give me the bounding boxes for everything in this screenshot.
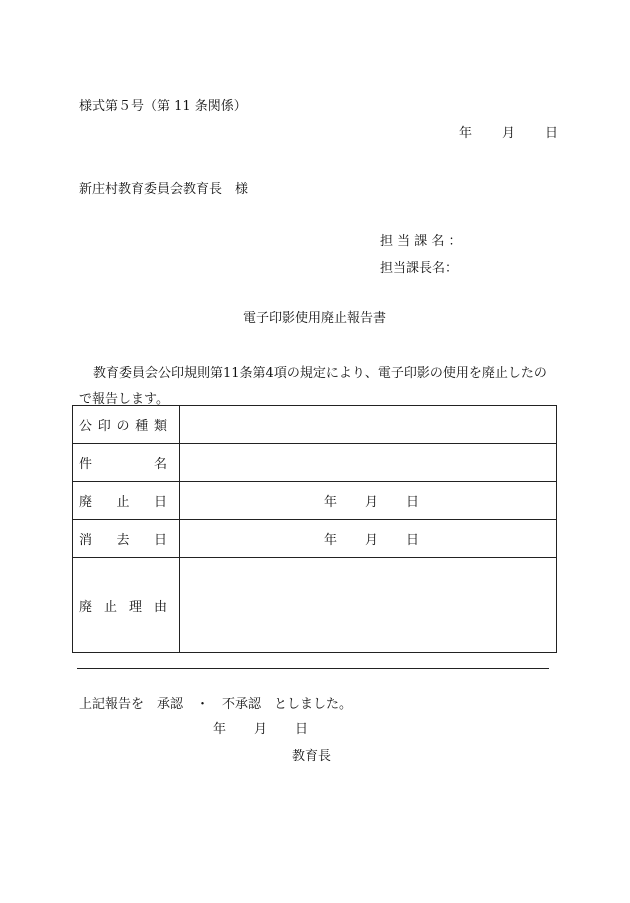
reason-char: 由 — [153, 599, 167, 615]
label-reason — [73, 558, 180, 653]
addressee: 新庄村教育委員会教育長 様 — [79, 182, 249, 197]
abolition-date-char: 日 — [153, 495, 167, 510]
header-date-year: 年 — [459, 126, 473, 141]
value-seal-type[interactable] — [180, 406, 557, 444]
header-date-month: 月 — [502, 126, 516, 141]
report-table — [72, 405, 557, 653]
form-number: 様式第５号（第 11 条関係） — [79, 99, 247, 114]
value-abolition-date[interactable] — [180, 482, 557, 520]
row-seal-type — [73, 406, 557, 444]
item-name-char: 名 — [153, 457, 167, 472]
reason-char: 廃 — [79, 599, 93, 615]
item-name-char: 件 — [79, 457, 93, 472]
seal-type-char: 類 — [153, 419, 167, 434]
abolition-day: 日 — [406, 495, 420, 510]
approval-signer: 教育長 — [292, 749, 332, 764]
value-deletion-date[interactable] — [180, 520, 557, 558]
body-line-1: 教育委員会公印規則第11条第4項の規定により、電子印影の使用を廃止したの — [93, 366, 547, 381]
deletion-date-char: 消 — [79, 533, 93, 548]
row-reason — [73, 558, 557, 653]
approval-text: 上記報告を 承認 ・ 不承認 としました。 — [79, 697, 353, 712]
deletion-date-char: 去 — [116, 533, 130, 548]
seal-type-char: 印 — [97, 419, 111, 434]
row-abolition-date — [73, 482, 557, 520]
dept-label: 担 当 課 名 ： — [380, 234, 462, 249]
seal-type-char: 種 — [135, 419, 149, 434]
reason-char: 止 — [103, 599, 117, 615]
value-reason[interactable] — [180, 558, 557, 653]
seal-type-char: 公 — [79, 419, 93, 434]
label-seal-type — [73, 406, 180, 444]
separator-line — [77, 668, 549, 669]
approval-day: 日 — [295, 722, 309, 737]
header-date — [459, 122, 558, 141]
abolition-year: 年 — [324, 495, 338, 510]
label-abolition-date — [73, 482, 180, 520]
abolition-month: 月 — [365, 495, 379, 510]
seal-type-char: の — [116, 419, 130, 434]
document-title: 電子印影使用廃止報告書 — [243, 311, 387, 326]
chief-label: 担当課長名： — [380, 261, 459, 276]
deletion-day: 日 — [406, 533, 420, 548]
approval-year: 年 — [213, 722, 227, 737]
abolition-date-char: 止 — [116, 495, 130, 510]
value-item-name[interactable] — [180, 444, 557, 482]
header-date-day: 日 — [545, 126, 559, 141]
deletion-month: 月 — [365, 533, 379, 548]
row-deletion-date — [73, 520, 557, 558]
approval-date — [213, 718, 308, 737]
row-item-name — [73, 444, 557, 482]
abolition-date-char: 廃 — [79, 495, 93, 510]
deletion-year: 年 — [324, 533, 338, 548]
approval-month: 月 — [254, 722, 268, 737]
label-item-name — [73, 444, 180, 482]
reason-char: 理 — [128, 599, 142, 615]
body-line-2: で報告します。 — [79, 392, 169, 407]
label-deletion-date — [73, 520, 180, 558]
deletion-date-char: 日 — [153, 533, 167, 548]
